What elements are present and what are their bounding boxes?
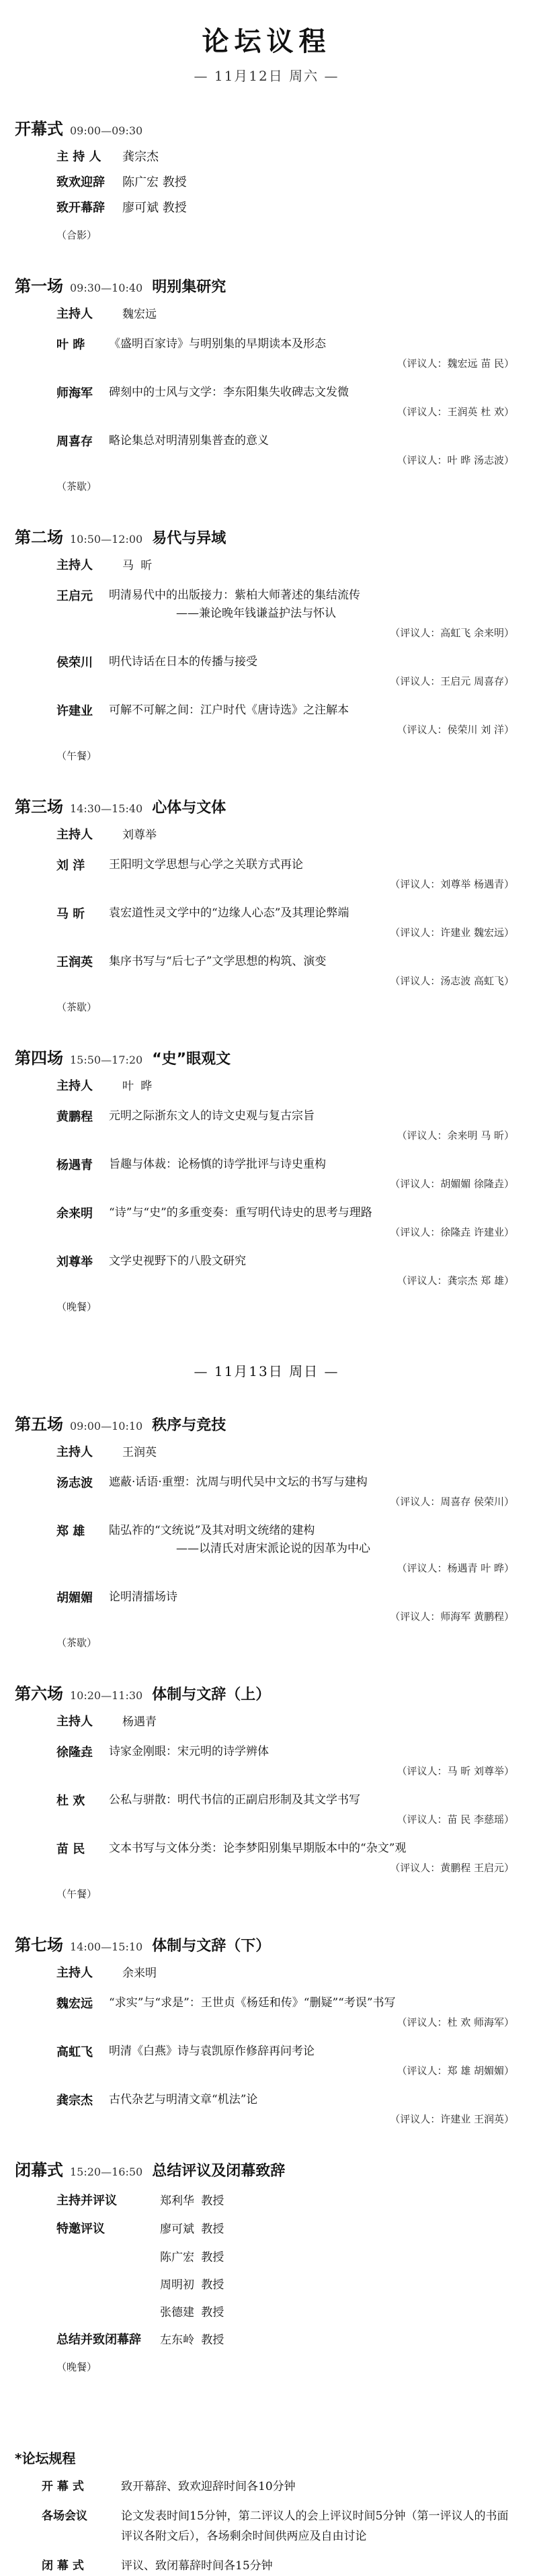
host-label: 主持人 bbox=[56, 1445, 93, 1459]
day1-date: — 11月12日 周六 — bbox=[194, 68, 339, 84]
commentators: （评议人：王启元 周喜存） bbox=[390, 675, 514, 687]
paper-entry bbox=[15, 1252, 518, 1287]
rule-item bbox=[15, 2477, 518, 2497]
commentators: （评议人：侯荣川 刘 洋） bbox=[397, 724, 514, 736]
session-name: 第二场 bbox=[15, 528, 63, 547]
session-time: 09:30—10:40 bbox=[70, 282, 143, 294]
session-name: 开幕式 bbox=[15, 120, 63, 138]
paper-entry bbox=[15, 1522, 518, 1575]
closing-time: 15:20—16:50 bbox=[70, 2165, 143, 2178]
speaker-name: 魏宏远 bbox=[56, 1997, 93, 2011]
host-label: 主持人 bbox=[56, 307, 93, 321]
rule-key: 开 幕 式 bbox=[42, 2480, 84, 2493]
paper-title: 公私与骈散：明代书信的正副启形制及其文学书写 bbox=[109, 1793, 360, 1807]
commentators: （评议人：龚宗杰 郑 雄） bbox=[397, 1275, 514, 1287]
paper-entry bbox=[15, 1107, 518, 1142]
session-topic: 明别集研究 bbox=[152, 279, 226, 296]
session-time: 09:00—10:10 bbox=[70, 1420, 143, 1432]
host-name: 余来明 bbox=[122, 1967, 157, 1980]
closing-role-label: 总结并致闭幕辞 bbox=[56, 2333, 141, 2347]
commentators: （评议人：王润英 杜 欢） bbox=[397, 406, 514, 418]
day2-date: — 11月13日 周日 — bbox=[194, 1363, 339, 1379]
session-time: 09:00—09:30 bbox=[70, 124, 143, 137]
speaker-name: 刘 洋 bbox=[56, 859, 85, 873]
role-row bbox=[15, 198, 518, 216]
session-topic: 心体与文体 bbox=[152, 800, 226, 816]
session-topic: 体制与文辞（下） bbox=[152, 1938, 271, 1955]
paper-entry bbox=[15, 1156, 518, 1191]
session-header bbox=[15, 1680, 518, 1704]
commentators: （评议人：郑 雄 胡媚媚） bbox=[397, 2065, 514, 2077]
closing-role-label: 特邀评议 bbox=[56, 2222, 105, 2236]
speaker-name: 侯荣川 bbox=[56, 656, 93, 670]
session bbox=[15, 524, 518, 763]
session-header bbox=[15, 273, 518, 296]
paper-row bbox=[15, 1204, 518, 1222]
speaker-name: 余来明 bbox=[56, 1207, 93, 1221]
commentators: （评议人：许建业 王润英） bbox=[390, 2113, 514, 2125]
paper-row bbox=[15, 1743, 518, 1761]
host-label: 主持人 bbox=[56, 1715, 93, 1729]
session-name: 第六场 bbox=[15, 1684, 63, 1703]
paper-row bbox=[15, 856, 518, 874]
closing-session bbox=[15, 2157, 518, 2374]
commentators: （评议人：徐隆垚 许建业） bbox=[390, 1226, 514, 1238]
session bbox=[15, 1045, 518, 1314]
commentators: （评议人：魏宏远 苗 民） bbox=[397, 357, 514, 370]
closing-header bbox=[15, 2157, 518, 2180]
rule-value: 论文发表时间15分钟，第二评议人的会上评议时间5分钟（第一评议人的书面评议各附文后），各场剩余时间供两应及自由讨论 bbox=[121, 2509, 509, 2543]
session-host bbox=[15, 556, 518, 573]
paper-entry bbox=[15, 904, 518, 939]
session-host bbox=[15, 825, 518, 843]
day2-sessions bbox=[15, 1411, 518, 2126]
paper-row bbox=[15, 653, 518, 671]
speaker-name: 许建业 bbox=[56, 704, 93, 718]
paper-entry bbox=[15, 1791, 518, 1826]
page-title: 论坛议程 bbox=[202, 26, 331, 57]
session-header bbox=[15, 524, 518, 548]
commentators: （评议人：马 昕 刘尊举） bbox=[397, 1765, 514, 1777]
commentators: （评议人：杨遇青 叶 晔） bbox=[397, 1562, 514, 1574]
role-row bbox=[15, 147, 518, 165]
paper-entry bbox=[15, 1588, 518, 1623]
paper-title: 遮蔽·话语·重塑：沈周与明代吴中文坛的书写与建构 bbox=[109, 1475, 368, 1489]
speaker-name: 刘尊举 bbox=[56, 1255, 93, 1269]
paper-title: 明清易代中的出版接力：紫柏大师著述的集结流传 bbox=[109, 589, 360, 602]
paper-row bbox=[15, 1588, 518, 1606]
session-header bbox=[15, 793, 518, 817]
day1-sessions bbox=[15, 116, 518, 1314]
session-name: 第一场 bbox=[15, 277, 63, 296]
paper-row bbox=[15, 701, 518, 720]
closing-role-row bbox=[56, 2275, 518, 2292]
session-host bbox=[15, 1443, 518, 1460]
paper-title: 《盛明百家诗》与明别集的早期读本及形态 bbox=[109, 337, 326, 351]
paper-entry bbox=[15, 2043, 518, 2077]
speaker-name: 王润英 bbox=[56, 955, 93, 970]
paper-title: 陆弘祚的“文统说”及其对明文统绪的建构 bbox=[109, 1524, 315, 1537]
paper-entry bbox=[15, 953, 518, 988]
speaker-name: 徐隆垚 bbox=[56, 1746, 93, 1760]
host-name: 魏宏远 bbox=[122, 308, 157, 321]
paper-row bbox=[15, 432, 518, 450]
rule-key: 闭 幕 式 bbox=[42, 2559, 84, 2573]
closing-name: 闭幕式 bbox=[15, 2161, 63, 2180]
paper-title: 集序书写与“后七子”文学思想的构筑、演变 bbox=[109, 955, 327, 968]
paper-row bbox=[15, 953, 518, 971]
paper-entry bbox=[15, 2091, 518, 2126]
closing-role-row bbox=[56, 2219, 518, 2237]
speaker-name: 高虹飞 bbox=[56, 2045, 93, 2059]
session-break: （午餐） bbox=[56, 750, 97, 762]
paper-title: 元明之际浙东文人的诗文史观与复古宗旨 bbox=[109, 1109, 315, 1123]
paper-subtitle: ——兼论晚年钱谦益护法与怀认 bbox=[176, 607, 336, 620]
session bbox=[15, 1680, 518, 1901]
paper-subtitle: ——以清氏对唐宋派论说的因革为中心 bbox=[176, 1542, 370, 1555]
paper-title: 碑刻中的士风与文学：李东阳集失收碑志文发微 bbox=[109, 386, 349, 399]
closing-role-value: 周明初 教授 bbox=[160, 2278, 224, 2292]
paper-entry bbox=[15, 1473, 518, 1508]
paper-row bbox=[15, 1252, 518, 1271]
session-break: （晚餐） bbox=[56, 1301, 97, 1313]
speaker-name: 叶 晔 bbox=[56, 338, 85, 352]
session-time: 10:20—11:30 bbox=[70, 1689, 143, 1702]
commentators: （评议人：胡媚媚 徐隆垚） bbox=[390, 1178, 514, 1190]
session-break: （茶歇） bbox=[56, 1001, 97, 1013]
paper-row bbox=[15, 587, 518, 605]
session-break: （茶歇） bbox=[56, 480, 97, 492]
paper-title: 文学史视野下的八股文研究 bbox=[109, 1254, 246, 1268]
host-name: 杨遇青 bbox=[122, 1715, 157, 1729]
closing-role-row bbox=[56, 2330, 518, 2348]
host-name: 王润英 bbox=[122, 1446, 157, 1459]
session-header bbox=[15, 116, 518, 139]
commentators: （评议人：杜 欢 师海军） bbox=[397, 2016, 514, 2028]
session-time: 15:50—17:20 bbox=[70, 1054, 143, 1066]
commentators: （评议人：汤志波 高虹飞） bbox=[390, 975, 514, 987]
session-break: （合影） bbox=[56, 229, 97, 241]
paper-entry bbox=[15, 1743, 518, 1778]
speaker-name: 杨遇青 bbox=[56, 1158, 93, 1172]
rules-heading: *论坛规程 bbox=[15, 2450, 76, 2466]
role-label: 致欢迎辞 bbox=[56, 175, 105, 189]
paper-entry bbox=[15, 701, 518, 736]
speaker-name: 王启元 bbox=[56, 589, 93, 603]
paper-entry bbox=[15, 653, 518, 688]
forum-rules bbox=[15, 2448, 518, 2576]
paper-row bbox=[15, 1994, 518, 2012]
closing-break: （晚餐） bbox=[56, 2361, 97, 2373]
paper-title: 可解不可解之间：江户时代《唐诗选》之注解本 bbox=[109, 703, 349, 717]
closing-role-value: 廖可斌 教授 bbox=[160, 2223, 224, 2236]
session-host bbox=[15, 304, 518, 322]
role-value: 龚宗杰 bbox=[122, 150, 159, 164]
commentators: （评议人：周喜存 侯荣川） bbox=[390, 1496, 514, 1508]
paper-title: 袁宏道性灵文学中的“边缘人心态”及其理论弊端 bbox=[109, 906, 349, 920]
rule-key: 各场会议 bbox=[42, 2509, 87, 2523]
session-header bbox=[15, 1411, 518, 1434]
paper-entry bbox=[15, 1994, 518, 2029]
paper-title: 古代杂艺与明清文章“机法”论 bbox=[109, 2093, 258, 2106]
session-name: 第三场 bbox=[15, 798, 63, 816]
session-header bbox=[15, 1932, 518, 1955]
rule-item bbox=[15, 2506, 518, 2546]
paper-row bbox=[15, 335, 518, 353]
session-host bbox=[15, 1076, 518, 1094]
commentators: （评议人：刘尊举 杨遇青） bbox=[390, 878, 514, 890]
session bbox=[15, 1932, 518, 2126]
session bbox=[15, 793, 518, 1014]
commentators: （评议人：叶 晔 汤志波） bbox=[397, 454, 514, 466]
session-topic: 易代与异域 bbox=[152, 530, 226, 547]
closing-role-label bbox=[56, 2247, 160, 2264]
paper-title: 论明清擂场诗 bbox=[109, 1590, 177, 1604]
session-topic: 体制与文辞（上） bbox=[152, 1686, 271, 1703]
paper-row bbox=[15, 2091, 518, 2109]
rule-item bbox=[15, 2556, 518, 2576]
commentators: （评议人：许建业 魏宏远） bbox=[390, 927, 514, 939]
paper-title: 略论集总对明清别集普查的意义 bbox=[109, 434, 269, 447]
session bbox=[15, 116, 518, 242]
session bbox=[15, 1411, 518, 1649]
session-break: （茶歇） bbox=[56, 1637, 97, 1649]
closing-role-value: 左东岭 教授 bbox=[160, 2333, 224, 2347]
host-label: 主持人 bbox=[56, 1966, 93, 1980]
paper-row bbox=[15, 1522, 518, 1540]
paper-row bbox=[15, 1840, 518, 1858]
role-value: 廖可斌 教授 bbox=[122, 201, 187, 215]
speaker-name: 龚宗杰 bbox=[56, 2094, 93, 2108]
host-name: 叶 晔 bbox=[122, 1080, 153, 1093]
session-name: 第四场 bbox=[15, 1049, 63, 1068]
session-header bbox=[15, 1045, 518, 1068]
session-host bbox=[15, 1712, 518, 1729]
session-name: 第五场 bbox=[15, 1415, 63, 1434]
paper-entry bbox=[15, 1204, 518, 1239]
session-time: 14:30—15:40 bbox=[70, 802, 143, 815]
paper-title: 明清《白燕》诗与袁凯原作修辞再问考论 bbox=[109, 2045, 315, 2058]
paper-entry bbox=[15, 1840, 518, 1875]
rule-value: 致开幕辞、致欢迎辞时间各10分钟 bbox=[121, 2480, 296, 2493]
closing-role-value: 张德建 教授 bbox=[160, 2306, 224, 2319]
paper-row bbox=[15, 384, 518, 402]
session-time: 10:50—12:00 bbox=[70, 533, 143, 546]
host-label: 主持人 bbox=[56, 558, 93, 572]
speaker-name: 黄鹏程 bbox=[56, 1110, 93, 1124]
paper-title: 诗家金刚眼：宋元明的诗学辨体 bbox=[109, 1745, 269, 1758]
closing-role-row bbox=[56, 2303, 518, 2319]
paper-entry bbox=[15, 335, 518, 370]
closing-role-label bbox=[56, 2275, 160, 2292]
closing-topic: 总结评议及闭幕致辞 bbox=[152, 2163, 286, 2180]
session-break: （午餐） bbox=[56, 1888, 97, 1900]
session-topic: 秩序与竞技 bbox=[152, 1417, 226, 1434]
commentators: （评议人：师海军 黄鹏程） bbox=[390, 1611, 514, 1623]
paper-entry bbox=[15, 587, 518, 640]
speaker-name: 汤志波 bbox=[56, 1476, 93, 1490]
paper-title: 文本书写与文体分类：论李梦阳别集早期版本中的“杂文”观 bbox=[109, 1842, 407, 1855]
host-name: 马 昕 bbox=[122, 559, 153, 572]
role-label: 主 持 人 bbox=[56, 150, 101, 164]
rule-value: 评议、致闭幕辞时间各15分钟 bbox=[121, 2559, 273, 2573]
paper-row bbox=[15, 1791, 518, 1809]
session-time: 14:00—15:10 bbox=[70, 1940, 143, 1953]
speaker-name: 郑 雄 bbox=[56, 1525, 85, 1539]
paper-title: “诗”与“史”的多重变奏：重写明代诗史的思考与理路 bbox=[109, 1206, 372, 1219]
commentators: （评议人：余来明 马 昕） bbox=[397, 1129, 514, 1142]
commentators: （评议人：黄鹏程 王启元） bbox=[390, 1862, 514, 1874]
host-label: 主持人 bbox=[56, 1079, 93, 1093]
paper-row bbox=[15, 2043, 518, 2061]
paper-entry bbox=[15, 432, 518, 467]
paper-entry bbox=[15, 856, 518, 891]
session-name: 第七场 bbox=[15, 1936, 63, 1955]
paper-row bbox=[15, 1107, 518, 1125]
paper-title: “求实”与“求是”：王世贞《杨廷和传》“删疑”“考误”书写 bbox=[109, 1996, 396, 2010]
speaker-name: 周喜存 bbox=[56, 435, 93, 449]
paper-row bbox=[15, 1473, 518, 1492]
role-row bbox=[15, 173, 518, 190]
role-label: 致开幕辞 bbox=[56, 201, 105, 215]
session bbox=[15, 273, 518, 493]
paper-title: 王阳明文学思想与心学之关联方式再论 bbox=[109, 858, 303, 871]
host-name: 刘尊举 bbox=[122, 828, 157, 842]
paper-title: 旨趣与体裁：论杨慎的诗学批评与诗史重构 bbox=[109, 1158, 326, 1171]
session-topic: “史”眼观文 bbox=[152, 1051, 231, 1068]
closing-role-value: 郑利华 教授 bbox=[160, 2194, 224, 2208]
session-host bbox=[15, 1963, 518, 1981]
closing-role-row bbox=[56, 2191, 518, 2208]
speaker-name: 胡媚媚 bbox=[56, 1591, 93, 1605]
commentators: （评议人：高虹飞 余来明） bbox=[390, 627, 514, 639]
speaker-name: 马 昕 bbox=[56, 907, 85, 921]
paper-row bbox=[15, 1156, 518, 1174]
role-value: 陈广宏 教授 bbox=[122, 175, 187, 189]
closing-role-label: 主持并评议 bbox=[56, 2194, 117, 2208]
closing-role-row bbox=[56, 2247, 518, 2264]
speaker-name: 苗 民 bbox=[56, 1842, 85, 1856]
closing-role-label bbox=[56, 2303, 160, 2319]
speaker-name: 杜 欢 bbox=[56, 1794, 85, 1808]
paper-entry bbox=[15, 384, 518, 419]
commentators: （评议人：苗 民 李慈瑶） bbox=[397, 1813, 514, 1826]
paper-title: 明代诗话在日本的传播与接受 bbox=[109, 655, 257, 669]
paper-row bbox=[15, 904, 518, 922]
host-label: 主持人 bbox=[56, 828, 93, 842]
speaker-name: 师海军 bbox=[56, 386, 93, 400]
closing-role-value: 陈广宏 教授 bbox=[160, 2251, 224, 2264]
closing-roles bbox=[15, 2191, 518, 2348]
rules-list bbox=[15, 2477, 518, 2576]
